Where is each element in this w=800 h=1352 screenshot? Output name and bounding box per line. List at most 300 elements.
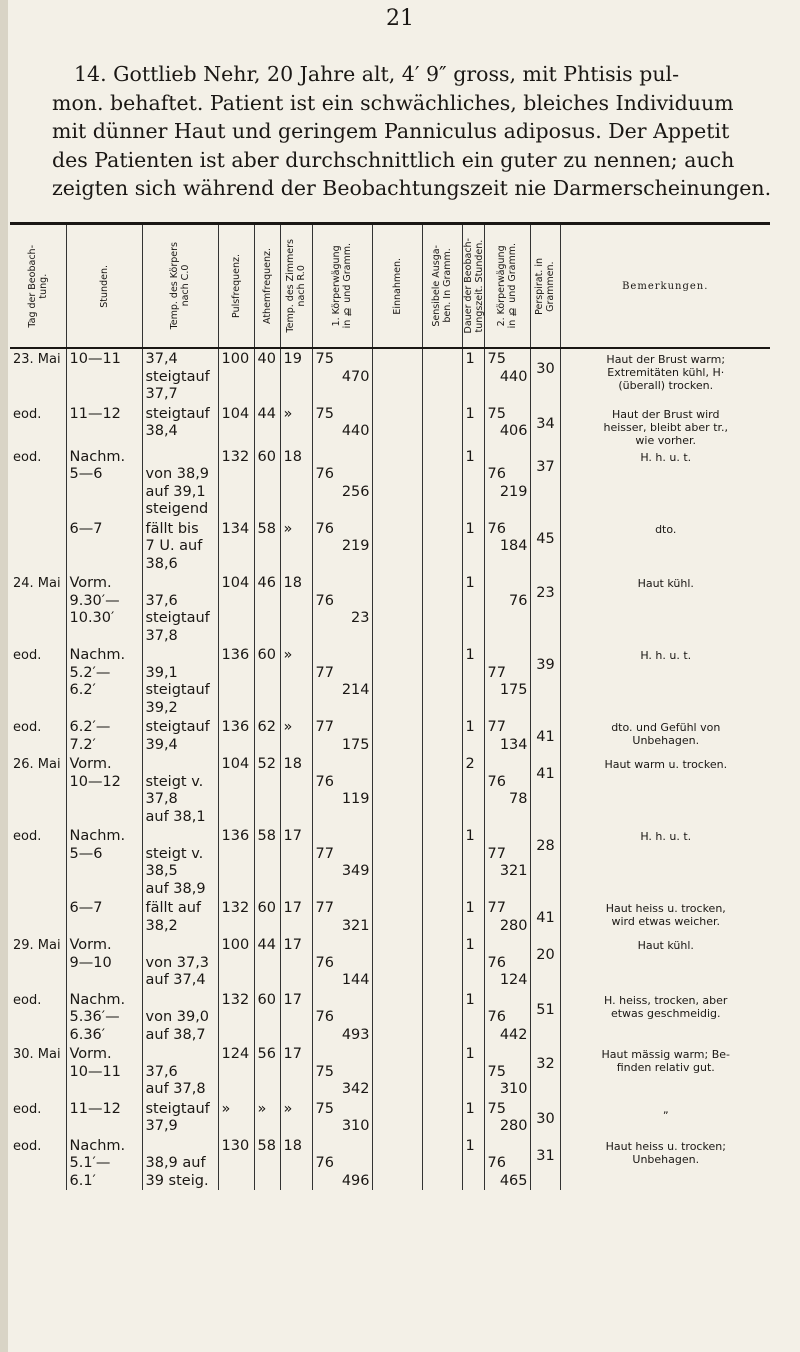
cell-line: steigtauf [145,1100,210,1117]
cell-room-temp [280,519,312,574]
cell-value: 41 [536,766,555,782]
cell-perspiration [530,1044,560,1099]
cell-hours [66,717,142,754]
cell-line: von 37,3 [145,954,210,971]
cell-line: 219 [499,483,528,500]
table-row [10,1136,770,1191]
cell-line: 470 [341,368,370,385]
cell-line: 23. Mai [13,352,61,367]
cell-remarks [560,717,770,754]
cell-line: 11—12 [69,405,121,422]
table-row [10,826,770,898]
cell-weight-1 [312,348,372,404]
header-remarks [560,224,770,349]
cell-hours [66,754,142,826]
cell-line: Vorm. [69,575,112,591]
cell-value: 1 [465,520,475,537]
cell-value: 46 [257,575,276,591]
cell-breath [254,754,280,826]
cell-breath [254,898,280,935]
header-perspiration [530,224,560,349]
cell-line: eod. [13,449,42,465]
cell-line: 75 [315,1063,334,1080]
cell-line: 38,9 auf [145,1155,206,1171]
cell-weight-1 [312,1044,372,1099]
cell-value: 60 [257,900,276,916]
cell-line: 26. Mai [13,757,61,772]
cell-remarks [560,754,770,826]
cell-line: 75 [487,351,506,367]
cell-perspiration [530,404,560,447]
cell-line: Nachm. [69,448,126,465]
cell-line: auf 39,1 [145,483,206,500]
cell-weight-2 [484,1044,530,1099]
cell-line: 77 [487,845,506,862]
cell-value: 39 [536,657,555,673]
table-row [10,717,770,754]
cell-breath [254,1136,280,1191]
cell-line: eod. [13,992,42,1008]
cell-line: 77 [315,664,334,681]
cell-duration [462,348,484,404]
cell-value: 40 [257,351,276,367]
cell-value: 1 [465,719,475,735]
header-label: 1. Körperwägung in ℔ und Gramm. [331,243,353,329]
cell-value: 60 [257,647,276,663]
cell-room-temp [280,1099,312,1136]
cell-sensible-output [422,754,462,826]
cell-line: 38,6 [145,555,178,572]
cell-duration [462,1044,484,1099]
cell-value: 136 [221,647,250,663]
cell-day [10,519,66,574]
header-label: Pulsfrequenz. [230,254,242,318]
cell-duration [462,826,484,898]
cell-line: 321 [341,917,370,934]
cell-line: 280 [499,1118,528,1134]
cell-line: 77 [487,664,506,681]
cell-breath [254,573,280,645]
cell-value: 17 [283,900,302,916]
cell-line: eod. [13,1101,42,1117]
cell-sensible-output [422,573,462,645]
cell-weight-1 [312,1099,372,1136]
cell-line [316,575,370,593]
cell-line: H. h. u. t. [640,450,692,464]
header-label: Tag der Beobach- tung. [26,244,49,328]
cell-value: 23 [536,585,555,601]
cell-line: Extremitäten kühl, H· [607,366,725,379]
cell-hours [66,826,142,898]
cell-line: 5.1′— [69,1155,111,1171]
cell-weight-1 [312,754,372,826]
cell-breath [254,447,280,519]
cell-line: 37,9 [145,1118,178,1134]
cell-line: fällt bis [145,520,199,537]
cell-value: » [283,647,293,663]
cell-line [146,828,216,846]
cell-line: 39,2 [145,699,178,716]
cell-line: wie vorher. [635,433,697,447]
cell-line: Unbehagen. [632,734,700,747]
cell-line [488,756,528,774]
cell-remarks [560,1044,770,1099]
header-hours [66,224,142,349]
cell-value: 58 [257,828,276,844]
cell-room-temp [280,1136,312,1191]
cell-value: 52 [257,756,276,772]
cell-value: 100 [221,351,250,367]
cell-sensible-output [422,404,462,447]
cell-pulse [218,1136,254,1191]
cell-line: Haut warm u. trocken. [604,758,728,771]
cell-line [488,1138,528,1156]
cell-line: 76 [315,1155,334,1171]
cell-body-temp [142,826,218,898]
cell-duration [462,990,484,1045]
cell-line: Nachm. [69,1137,126,1154]
cell-sensible-output [422,1099,462,1136]
cell-line: wird etwas weicher. [611,915,721,928]
cell-duration [462,717,484,754]
cell-breath [254,1044,280,1099]
cell-pulse [218,404,254,447]
cell-line: 37,6 [145,1063,178,1080]
cell-line: 5.2′— [69,664,111,681]
cell-line: 77 [487,719,506,735]
cell-day [10,717,66,754]
cell-hours [66,1044,142,1099]
cell-line: eod. [13,406,42,422]
cell-value: 1 [465,647,475,663]
cell-line [13,521,64,539]
cell-value: 17 [283,937,302,953]
cell-value: 18 [283,575,302,591]
cell-line: 349 [341,863,370,879]
cell-hours [66,1099,142,1136]
cell-line [488,937,528,955]
cell-line: 75 [315,405,334,422]
cell-value: 136 [221,828,250,844]
cell-value: 30 [536,1110,555,1127]
cell-value: 1 [465,900,475,916]
cell-line: 76 [487,520,506,537]
cell-line: H. h. u. t. [640,649,692,662]
cell-remarks [560,645,770,717]
cell-line: 37,6 [145,592,178,609]
cell-day [10,645,66,717]
cell-line: 10—11 [69,1063,121,1080]
cell-weight-2 [484,898,530,935]
cell-remarks [560,935,770,990]
cell-body-temp [142,573,218,645]
cell-line: steigtauf [145,405,210,422]
cell-breath [254,826,280,898]
cell-line: 321 [499,863,528,879]
table-header-row [10,224,770,349]
cell-intake [372,898,422,935]
cell-line: 6.36′ [69,1026,106,1043]
cell-weight-2 [484,826,530,898]
cell-value: » [283,520,293,537]
cell-weight-2 [484,1136,530,1191]
cell-pulse [218,1099,254,1136]
table-row [10,573,770,645]
cell-line: Haut der Brust wird [611,407,720,421]
cell-line: auf 37,8 [145,1081,206,1097]
cell-perspiration [530,1136,560,1191]
cell-duration [462,645,484,717]
cell-line: 75 [487,1063,506,1080]
cell-value: 18 [283,756,302,772]
intro-line: des Patienten ist aber durchschnittlich ein guter zu nennen; auch [52,147,735,172]
table-row [10,348,770,404]
cell-value: » [257,1100,267,1117]
cell-intake [372,348,422,404]
cell-line: eod. [13,1138,42,1154]
cell-line [146,1046,216,1064]
cell-line: 76 [487,954,506,971]
page-number: 21 [386,6,414,31]
cell-perspiration [530,447,560,519]
cell-hours [66,519,142,574]
case-description [52,60,772,203]
header-day [10,224,66,349]
cell-sensible-output [422,717,462,754]
cell-weight-1 [312,519,372,574]
cell-perspiration [530,348,560,404]
cell-body-temp [142,348,218,404]
cell-breath [254,1099,280,1136]
cell-line: 5.36′— [69,1009,120,1025]
cell-day [10,1136,66,1191]
cell-breath [254,990,280,1045]
cell-value: 1 [465,991,475,1008]
cell-breath [254,645,280,717]
cell-weight-1 [312,717,372,754]
cell-line: dto. und Gefühl von [611,721,721,734]
cell-line: 38,2 [145,917,178,934]
cell-body-temp [142,404,218,447]
cell-value: 1 [465,937,475,953]
cell-line: 10—12 [69,773,121,790]
header-weight-2 [484,224,530,349]
header-label: 2. Körperwägung in ℔ und Gramm. [496,243,518,329]
header-intake [372,224,422,349]
cell-duration [462,519,484,574]
cell-room-temp [280,404,312,447]
cell-breath [254,519,280,574]
cell-weight-1 [312,404,372,447]
table-row [10,1044,770,1099]
cell-sensible-output [422,990,462,1045]
cell-value: 1 [465,828,475,844]
cell-line: 30. Mai [13,1047,61,1062]
cell-line: 23 [351,610,370,626]
cell-body-temp [142,935,218,990]
cell-remarks [560,404,770,447]
cell-pulse [218,519,254,574]
cell-room-temp [280,348,312,404]
cell-hours [66,348,142,404]
cell-line: H. h. u. t. [640,830,692,843]
cell-value: 44 [257,405,276,422]
cell-line [146,647,216,665]
cell-value: 17 [283,1046,302,1062]
cell-value: 37 [536,458,555,475]
cell-day [10,826,66,898]
cell-sensible-output [422,348,462,404]
cell-line: 214 [341,682,370,698]
intro-line: mit dünner Haut und geringem Panniculus adiposus. Der Appetit [52,119,730,143]
cell-intake [372,935,422,990]
cell-value: 20 [536,947,555,963]
cell-remarks [560,447,770,519]
cell-day [10,935,66,990]
cell-line: 75 [315,351,334,367]
cell-line: 77 [315,845,334,862]
cell-line: Haut heiss u. trocken; [605,1139,726,1153]
cell-value: 58 [257,520,276,537]
cell-weight-2 [484,573,530,645]
cell-line [488,449,528,467]
cell-day [10,754,66,826]
cell-body-temp [142,990,218,1045]
cell-value: 51 [536,1001,555,1018]
cell-line: 37,4 [145,351,178,367]
cell-weight-2 [484,519,530,574]
cell-line: 6.2′ [69,682,96,698]
cell-intake [372,990,422,1045]
cell-line: auf 37,4 [145,972,206,988]
cell-line: 76 [315,773,334,790]
header-label: Dauer der Beobach- tungszeit. Stunden. [462,238,485,334]
cell-line: Haut kühl. [637,939,694,952]
cell-perspiration [530,1099,560,1136]
cell-line: steigtauf [145,610,210,626]
cell-pulse [218,935,254,990]
cell-value: 56 [257,1046,276,1062]
cell-weight-2 [484,404,530,447]
cell-value: 31 [536,1147,555,1164]
cell-day [10,447,66,519]
cell-breath [254,717,280,754]
observation-table [10,222,770,1190]
cell-value: 104 [221,575,250,591]
cell-room-temp [280,754,312,826]
header-label: Bemerkungen. [622,280,709,292]
cell-room-temp [280,645,312,717]
cell-line: 38,4 [145,423,178,439]
cell-perspiration [530,826,560,898]
cell-line [13,900,64,918]
cell-line: Nachm. [69,991,126,1008]
cell-line: 76 [315,954,334,971]
cell-line [316,937,370,955]
cell-line: 175 [499,682,528,698]
cell-value: 17 [283,991,302,1008]
cell-line [146,1138,216,1156]
table-row [10,404,770,447]
cell-value: » [283,719,293,735]
cell-line: steigtauf [145,719,210,735]
cell-line: 219 [341,538,370,554]
cell-line: etwas geschmeidig. [610,1006,721,1020]
intro-line: zeigten sich während der Beobachtungszeit nie Darmerscheinungen. [52,176,772,200]
cell-body-temp [142,1044,218,1099]
table-row [10,1099,770,1136]
cell-body-temp [142,1136,218,1191]
cell-weight-1 [312,447,372,519]
cell-day [10,1044,66,1099]
cell-line: von 38,9 [145,466,210,482]
cell-line: 465 [499,1172,528,1189]
cell-weight-1 [312,898,372,935]
cell-value: 136 [221,719,250,735]
header-label: Stunden. [98,264,110,308]
cell-sensible-output [422,898,462,935]
cell-line: 175 [341,736,370,753]
cell-remarks [560,990,770,1045]
cell-value: 60 [257,991,276,1008]
cell-line: Vorm. [69,1046,112,1062]
cell-body-temp [142,754,218,826]
cell-line: 440 [341,423,370,439]
cell-weight-1 [312,826,372,898]
cell-value: 130 [221,1137,250,1154]
cell-hours [66,404,142,447]
cell-line [146,449,216,467]
cell-value: 32 [536,1056,555,1072]
cell-value: » [221,1100,231,1117]
cell-perspiration [530,754,560,826]
cell-line: 280 [499,917,528,934]
cell-value: 100 [221,937,250,953]
cell-breath [254,935,280,990]
cell-line: steigend [145,501,209,517]
cell-line: Haut der Brust warm; [606,353,726,366]
cell-line: steigtauf [145,368,210,385]
cell-line: 76 [487,466,506,482]
table-row [10,519,770,574]
header-label: Temp. des Körpers nach C.0 [169,242,191,330]
cell-day [10,990,66,1045]
cell-line: finden relativ gut. [616,1061,715,1074]
cell-line: 6—7 [69,900,103,916]
cell-line: auf 38,7 [145,1026,206,1043]
cell-intake [372,573,422,645]
cell-line [488,647,528,665]
cell-intake [372,404,422,447]
cell-line: 6.2′— [69,719,111,735]
cell-line: 6—7 [69,520,103,537]
cell-line: 39 steig. [145,1172,209,1189]
cell-line [316,992,370,1010]
cell-line: 5—6 [69,466,103,482]
cell-breath [254,348,280,404]
cell-line: dto. [655,522,677,536]
header-duration [462,224,484,349]
cell-line: 11—12 [69,1100,121,1117]
cell-line: eod. [13,829,42,844]
cell-hours [66,935,142,990]
cell-weight-1 [312,573,372,645]
cell-line: 310 [499,1081,528,1097]
cell-line: 37,8 [145,791,178,807]
cell-day [10,348,66,404]
cell-duration [462,935,484,990]
cell-sensible-output [422,826,462,898]
